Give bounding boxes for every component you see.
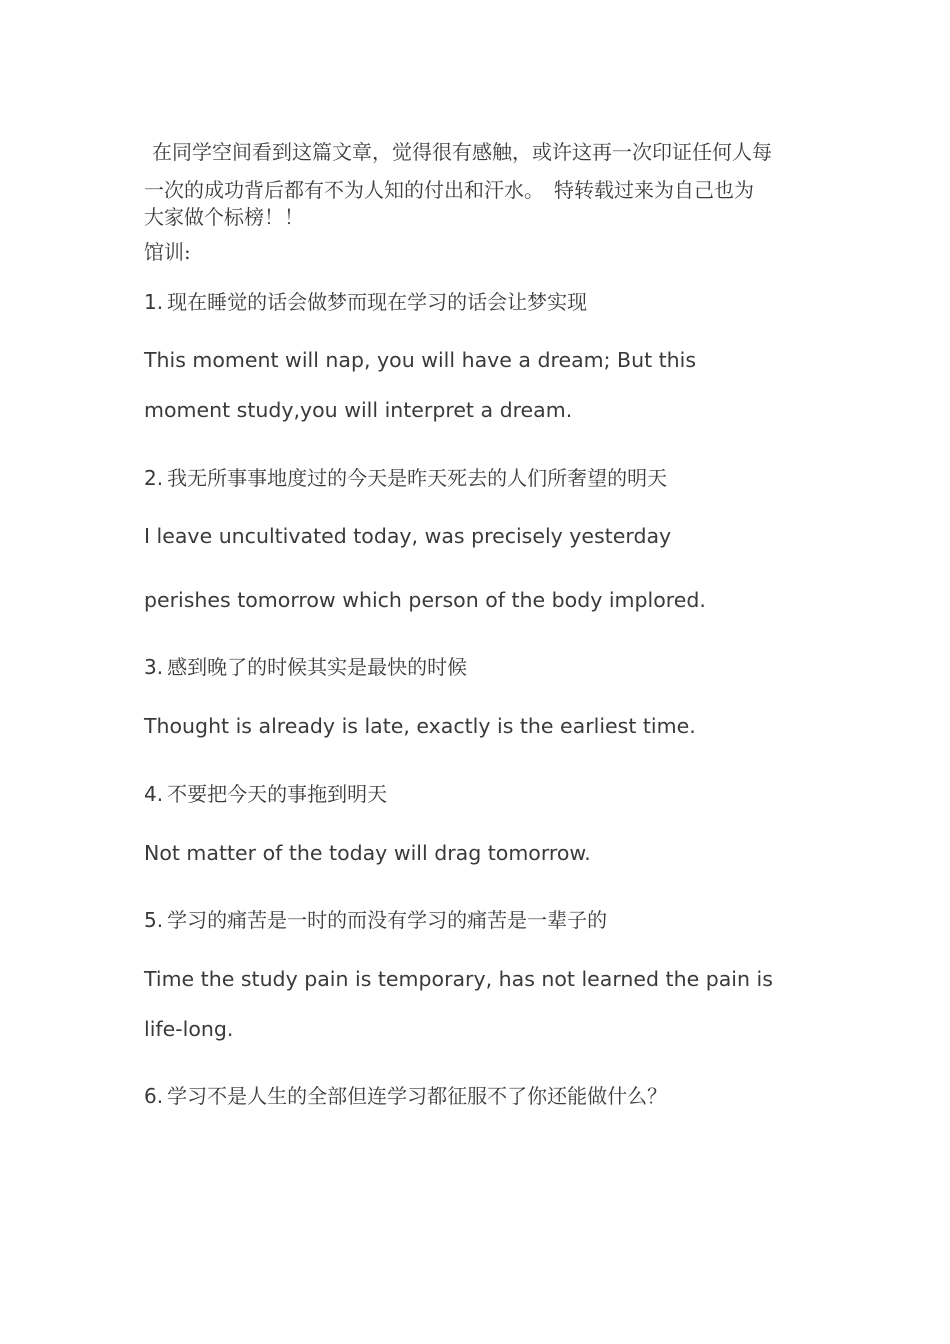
motto-5-english-line-2: life-long. <box>144 1017 234 1041</box>
motto-4-chinese <box>144 778 387 807</box>
motto-2-english-line-2: perishes tomorrow which person of the body implored. <box>144 588 706 612</box>
motto-chinese-text: 学习的痛苦是一时的而没有学习的痛苦是一辈子的 <box>167 908 608 932</box>
motto-chinese-text: 感到晚了的时候其实是最快的时候 <box>167 655 468 679</box>
motto-2-chinese <box>144 462 667 491</box>
motto-6-chinese <box>144 1080 667 1109</box>
motto-5-chinese <box>144 904 607 933</box>
motto-number: 3. <box>144 655 164 679</box>
motto-1-english-line-2: moment study,you will interpret a dream. <box>144 398 573 422</box>
motto-number: 5. <box>144 908 164 932</box>
intro-line-3: 大家做个标榜！！ <box>144 205 304 229</box>
intro-line-2: 一次的成功背后都有不为人知的付出和汗水。 特转载过来为自己也为 <box>144 178 754 202</box>
motto-chinese-text: 我无所事事地度过的今天是昨天死去的人们所奢望的明天 <box>167 466 668 490</box>
motto-1-english-line-1: This moment will nap, you will have a dream; But this <box>144 348 697 372</box>
motto-1-chinese <box>144 286 587 315</box>
intro-line-1: 在同学空间看到这篇文章，觉得很有感触，或许这再一次印证任何人每 <box>152 140 772 164</box>
motto-5-english-line-1: Time the study pain is temporary, has not learned the pain is <box>144 967 773 991</box>
motto-heading: 馆训: <box>144 240 191 264</box>
motto-number: 4. <box>144 782 164 806</box>
motto-number: 2. <box>144 466 164 490</box>
motto-chinese-text: 现在睡觉的话会做梦而现在学习的话会让梦实现 <box>167 290 588 314</box>
motto-number: 6. <box>144 1084 164 1108</box>
motto-3-english-line-1: Thought is already is late, exactly is the earliest time. <box>144 714 696 738</box>
motto-4-english-line-1: Not matter of the today will drag tomorrow. <box>144 841 591 865</box>
motto-2-english-line-1: I leave uncultivated today, was precisely yesterday <box>144 524 672 548</box>
motto-chinese-text: 学习不是人生的全部但连学习都征服不了你还能做什么？ <box>167 1084 668 1108</box>
motto-number: 1. <box>144 290 164 314</box>
motto-chinese-text: 不要把今天的事拖到明天 <box>167 782 388 806</box>
motto-3-chinese <box>144 651 467 680</box>
